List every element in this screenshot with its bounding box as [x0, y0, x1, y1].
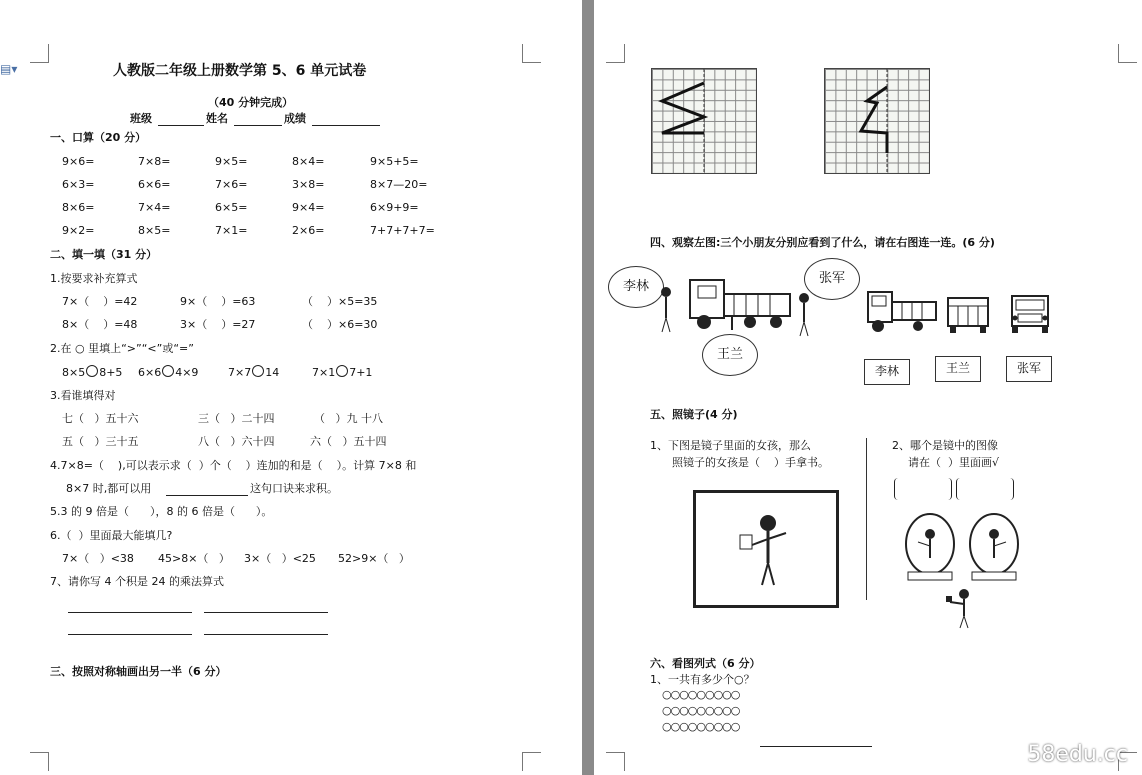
compare-circle[interactable]	[336, 365, 348, 377]
mirror-options-illustration	[900, 512, 1024, 582]
calc-item: 9×2=	[62, 224, 95, 237]
calc-item: 6×9+9=	[370, 201, 419, 214]
calc-item: 7+7+7+7=	[370, 224, 435, 237]
count-question: 1、一共有多少个○？	[650, 673, 755, 686]
half-shape-1	[652, 69, 756, 173]
calc-item: 6×6=	[138, 178, 171, 191]
crop-mark	[606, 752, 625, 771]
name-blank[interactable]	[234, 125, 282, 126]
exam-page-right	[594, 0, 1142, 775]
max-fill-item: 7×（ ）<38	[62, 552, 134, 565]
circle-row: ○○○○○○○○○	[662, 688, 740, 701]
calc-item: 8×7—20=	[370, 178, 428, 191]
crop-mark	[30, 752, 49, 771]
speech-bubble-wanglan: 王兰	[702, 334, 758, 376]
calc-item: 7×4=	[138, 201, 171, 214]
girl-with-book-illustration	[696, 493, 836, 605]
calc-item: 2×6=	[292, 224, 325, 237]
calc-item: 6×3=	[62, 178, 95, 191]
compare-right: 14	[265, 366, 280, 379]
answer-line[interactable]	[204, 634, 328, 635]
crop-mark	[30, 44, 49, 63]
circle-row: ○○○○○○○○○	[662, 704, 740, 717]
fill-item: （ ）×5=35	[302, 295, 378, 308]
calc-item: 8×5=	[138, 224, 171, 237]
mirror-frame	[693, 490, 839, 608]
max-fill-item: 3×（ ）<25	[244, 552, 316, 565]
truck-scene-illustration	[654, 270, 824, 342]
answer-line[interactable]	[68, 634, 192, 635]
name-label: 姓名	[206, 112, 228, 125]
calc-item: 9×5+5=	[370, 155, 419, 168]
mirror-question-1: 1、下图是镜子里面的女孩，那么	[650, 439, 811, 452]
crop-mark	[606, 44, 625, 63]
calc-item: 7×1=	[215, 224, 248, 237]
compare-left: 8×5	[62, 366, 86, 379]
rhyme-item: 八（ ）六十四	[198, 435, 275, 448]
compare-left: 7×7	[228, 366, 252, 379]
fill-item: 3×（ ）=27	[180, 318, 256, 331]
question-1: 1.按要求补充算式	[50, 272, 138, 285]
answer-bracket-2[interactable]	[956, 478, 1014, 500]
answer-box-lilin[interactable]: 李林	[864, 359, 910, 385]
calc-item: 6×5=	[215, 201, 248, 214]
calc-item: 9×5=	[215, 155, 248, 168]
answer-box-zhangjun[interactable]: 张军	[1006, 356, 1052, 382]
calc-item: 7×6=	[215, 178, 248, 191]
calc-item: 7×8=	[138, 155, 171, 168]
compare-right: 8+5	[99, 366, 123, 379]
crop-mark	[522, 44, 541, 63]
truck-back-view[interactable]	[944, 292, 994, 336]
compare-circle[interactable]	[162, 365, 174, 377]
section-1-title: 一、口算（20 分）	[50, 131, 147, 144]
mirror-question-1-cont: 照镜子的女孩是（ ）手拿书。	[672, 456, 829, 469]
symmetry-grid-2[interactable]	[824, 68, 930, 174]
calc-item: 9×4=	[292, 201, 325, 214]
calc-item: 3×8=	[292, 178, 325, 191]
score-blank[interactable]	[312, 125, 380, 126]
rhyme-item: 七（ ）五十六	[62, 412, 139, 425]
fill-item: 7×（ ）=42	[62, 295, 138, 308]
half-shape-2	[825, 69, 929, 173]
question-2: 2.在 ○ 里填上“>”“<”或“=”	[50, 342, 194, 355]
compare-left: 7×1	[312, 366, 336, 379]
section-divider	[866, 438, 867, 600]
rhyme-item: 三（ ）二十四	[198, 412, 275, 425]
calc-item: 8×6=	[62, 201, 95, 214]
answer-line[interactable]	[760, 746, 872, 747]
compare-right: 4×9	[175, 366, 199, 379]
fill-item: 8×（ ）=48	[62, 318, 138, 331]
watermark: 58edu.cc	[1027, 742, 1128, 767]
circle-row: ○○○○○○○○○	[662, 720, 740, 733]
rhyme-item: 六（ ）五十四	[310, 435, 387, 448]
time-note: （40 分钟完成）	[208, 96, 294, 109]
question-7: 7、请你写 4 个积是 24 的乘法算式	[50, 575, 224, 588]
rhyme-blank[interactable]	[166, 495, 248, 496]
question-4-end: 这句口诀来求积。	[250, 482, 338, 495]
answer-box-wanglan[interactable]: 王兰	[935, 356, 981, 382]
compare-left: 6×6	[138, 366, 162, 379]
max-fill-item: 52>9×（ ）	[338, 552, 410, 565]
rhyme-item: 五（ ）三十五	[62, 435, 139, 448]
speech-bubble-zhangjun: 张军	[804, 258, 860, 300]
section-5-title: 五、照镜子(4 分)	[650, 408, 738, 421]
section-3-title: 三、按照对称轴画出另一半（6 分）	[50, 665, 227, 678]
section-6-title: 六、看图列式（6 分）	[650, 657, 761, 670]
truck-front-view[interactable]	[1006, 292, 1056, 336]
compare-circle[interactable]	[86, 365, 98, 377]
compare-item	[138, 365, 198, 380]
fill-item: 9×（ ）=63	[180, 295, 256, 308]
truck-side-view[interactable]	[862, 286, 942, 336]
question-5: 5.3 的 9 倍是（ ），8 的 6 倍是（ ）。	[50, 505, 273, 518]
score-label: 成绩	[284, 112, 306, 125]
question-4-cont: 8×7 时,都可以用	[66, 482, 152, 495]
symmetry-grid-1[interactable]	[651, 68, 757, 174]
mirror-question-2-cont: 请在（ ）里面画√	[908, 456, 1000, 469]
question-6: 6.（ ）里面最大能填几?	[50, 529, 173, 542]
section-4-title: 四、观察左图:三个小朋友分别应看到了什么，请在右图连一连。(6 分)	[650, 236, 995, 249]
compare-right: 7+1	[349, 366, 373, 379]
document-icon[interactable]: ▤▾	[0, 62, 18, 76]
compare-item	[312, 365, 372, 380]
crop-mark	[1118, 44, 1137, 63]
answer-bracket-1[interactable]	[894, 478, 952, 500]
speech-bubble-lilin: 李林	[608, 266, 664, 308]
question-4: 4.7×8=（ ),可以表示求（ ）个（ ）连加的和是（ ）。计算 7×8 和	[50, 459, 417, 472]
mirror-question-2: 2、哪个是镜中的图像	[892, 439, 998, 452]
page-title: 人教版二年级上册数学第 5、6 单元试卷	[113, 63, 367, 79]
max-fill-item: 45>8×（ ）	[158, 552, 230, 565]
question-3: 3.看谁填得对	[50, 389, 116, 402]
answer-line[interactable]	[68, 612, 192, 613]
child-with-flag-illustration	[942, 586, 982, 630]
answer-line[interactable]	[204, 612, 328, 613]
class-label: 班级	[130, 112, 152, 125]
fill-item: （ ）×6=30	[302, 318, 378, 331]
calc-item: 9×6=	[62, 155, 95, 168]
compare-item	[62, 365, 122, 380]
calc-item: 8×4=	[292, 155, 325, 168]
page-gutter	[582, 0, 594, 775]
section-2-title: 二、填一填（31 分）	[50, 248, 158, 261]
rhyme-item: （ ）九 十八	[314, 412, 383, 425]
compare-circle[interactable]	[252, 365, 264, 377]
compare-item	[228, 365, 279, 380]
crop-mark	[522, 752, 541, 771]
class-blank[interactable]	[158, 125, 204, 126]
